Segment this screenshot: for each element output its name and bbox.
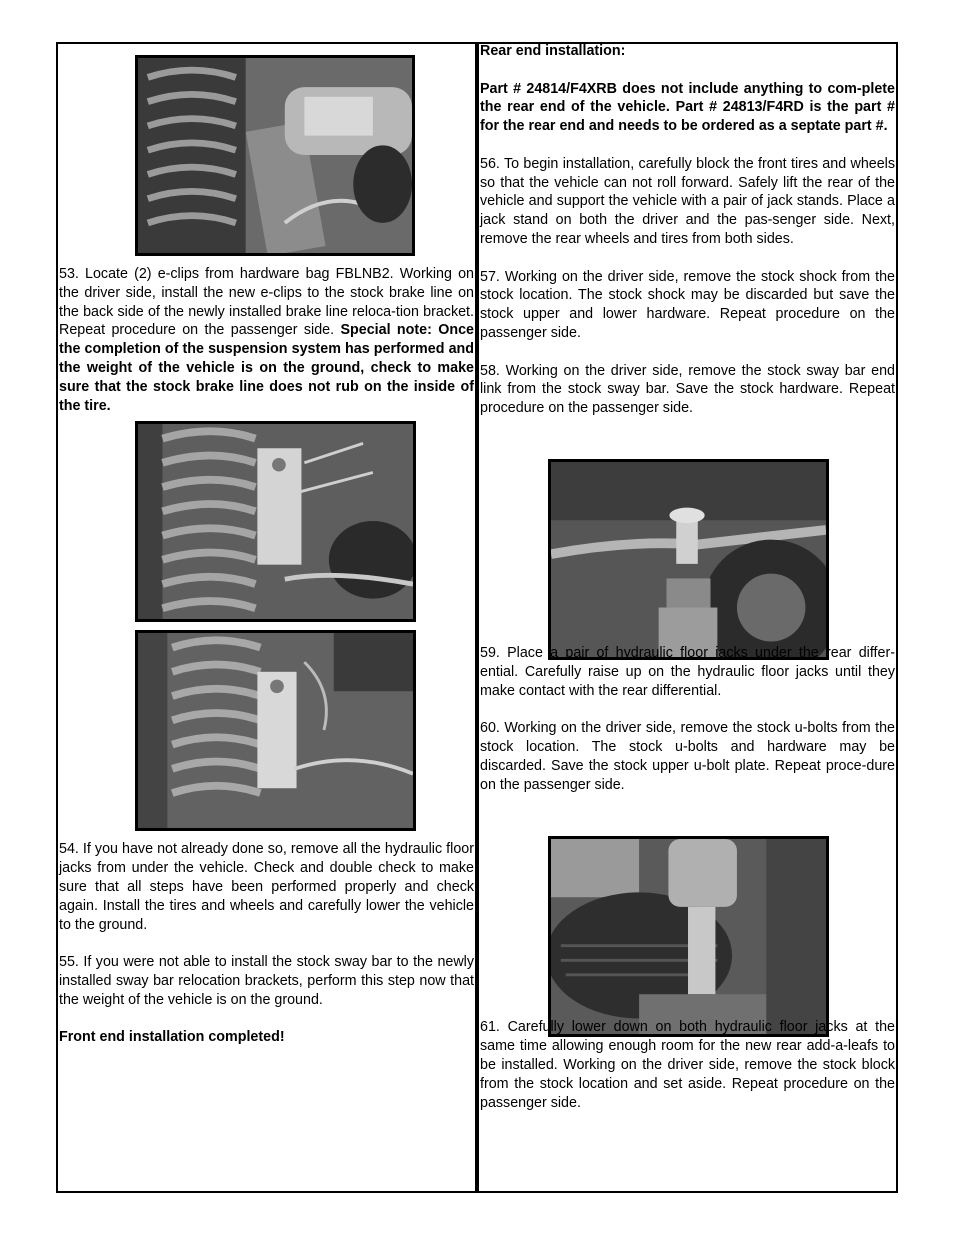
column-divider	[475, 42, 479, 1193]
step-54: 54. If you have not already done so, remove all the hydraulic floor jacks from under the vehicle. Check and double check to make sure that all steps have been performed properly and check again. Install the tires and wheels and carefully lower the vehicle to the ground.	[59, 841, 474, 933]
step-58: 58. Working on the driver side, remove the stock sway bar end link from the stock sway bar. Save the stock hardware. Repeat procedure on the passenger side.	[480, 362, 895, 417]
step-61: 61. Carefully lower down on both hydraulic floor jacks at the same time allowing enough room for the new rear add-a-leafs to be installed. Working on the driver side, remove the stock block from the stock location and set aside. Repeat procedure on the passenger side.	[480, 1019, 895, 1111]
step-55: 55. If you were not able to install the stock sway bar to the newly installed sway bar relocation brackets, perform this step now that the weight of the vehicle is on the ground.	[59, 954, 474, 1008]
step-53-text: 53. Locate (2) e-clips from hardware bag FBLNB2. Working on the driver side, install the new e-clips to the stock brake line on the back side of the newly installed brake line reloca-tion bracket. Repeat procedure on the passenger side.	[59, 266, 474, 339]
step-60: 60. Working on the driver side, remove the stock u-bolts from the stock location. The stock u-bolts and hardware may be discarded. Save the stock upper u-bolt plate. Repeat proce-dure on the passenger side.	[480, 720, 895, 793]
step-53	[59, 265, 474, 415]
left-column	[59, 42, 474, 1047]
step-57: 57. Working on the driver side, remove the stock shock from the stock location. The stock shock may be discarded but save the stock upper and lower hardware. Repeat procedure on the passenger side.	[480, 268, 895, 341]
step-53-special-note: Special note: Once the completion of the suspension system has performed and the weight of the vehicle is on the ground, check to make sure that the stock brake line does not rub on the inside of the tire.	[59, 322, 474, 414]
step-56: 56. To begin installation, carefully block the front tires and wheels so that the vehicle can not roll forward. Safely lift the rear of the vehicle and support the vehicle with a pair of jack stands. Place a jack stand on both the driver and the pas-senger side. Next, remove the rear wheels and tires from both sides.	[480, 155, 895, 247]
right-column	[480, 42, 895, 1112]
step-59: 59. Place a pair of hydraulic floor jacks under the rear differ-ential. Carefully raise up on the hydraulic floor jacks until they make contact with the rear differential.	[480, 644, 895, 699]
front-end-complete: Front end installation completed!	[59, 1029, 285, 1046]
rear-end-part-note: Part # 24814/F4XRB does not include anything to com-plete the rear end of the vehicle. Part # 24813/F4RD is the part # for the rear end and needs to be ordered as a septate part #.	[480, 80, 895, 135]
rear-end-heading: Rear end installation:	[480, 43, 626, 59]
